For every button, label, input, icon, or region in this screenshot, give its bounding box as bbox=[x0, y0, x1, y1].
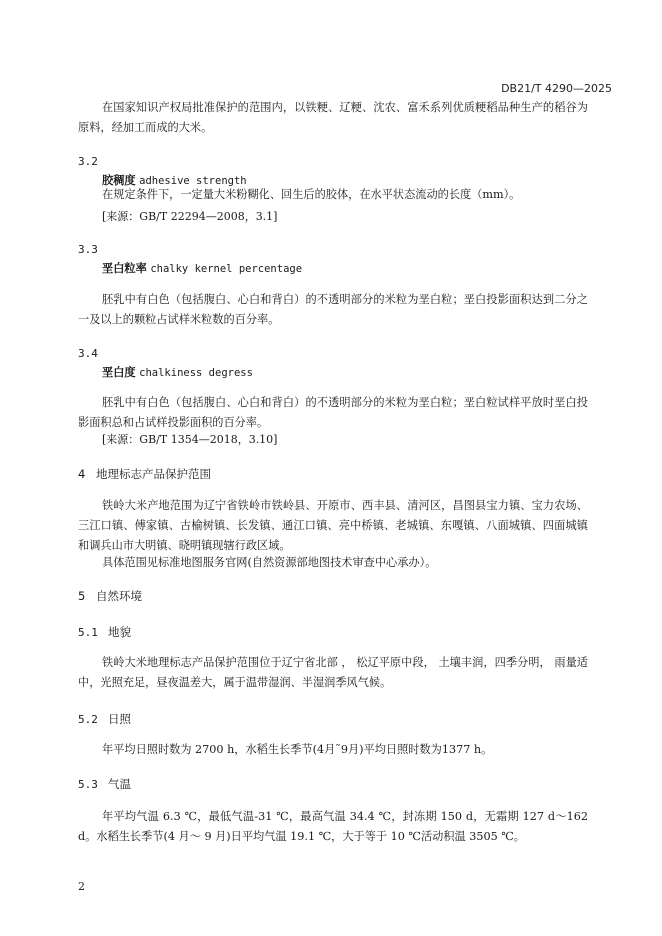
section-paragraph: 年平均气温 6.3 ℃，最低气温-31 ℃，最高气温 34.4 ℃，封冻期 150 d，无霜期 127 d～162 d。水稻生长季节(4 月～ 9 月)日平均气温 19.1 ℃，大于等于 10 ℃活动积温 3505 ℃。 bbox=[78, 810, 588, 843]
term-chinese: 垩白粒率 bbox=[102, 262, 147, 275]
section-paragraph: 具体范围见标准地图服务官网(自然资源部地图技术审查中心承办）。 bbox=[102, 556, 437, 569]
section-paragraph: 铁岭大米地理标志产品保护范围位于辽宁省北部 ， 松辽平原中段， 土壤丰润，四季分明， 雨量适中，光照充足，昼夜温差大，属于温带湿润、半湿润季风气候。 bbox=[78, 656, 588, 689]
subsection-number: 5.3 bbox=[78, 778, 98, 791]
subsection-heading bbox=[78, 776, 131, 792]
section-title: 自然环境 bbox=[96, 589, 142, 603]
clause-number: 3.4 bbox=[78, 347, 98, 360]
page-number: 2 bbox=[78, 880, 85, 893]
term-chinese: 胶稠度 bbox=[102, 174, 136, 187]
document-id: DB21/T 4290—2025 bbox=[501, 82, 612, 95]
subsection-number: 5.2 bbox=[78, 713, 98, 726]
subsection-number: 5.1 bbox=[78, 626, 98, 639]
section-title: 地理标志产品保护范围 bbox=[96, 467, 211, 481]
section-number: 4 bbox=[78, 467, 86, 481]
term-source: [来源：GB/T 1354—2018，3.10] bbox=[102, 433, 278, 446]
section-heading bbox=[78, 588, 142, 604]
subsection-title: 地貌 bbox=[108, 625, 131, 639]
term-chinese: 垩白度 bbox=[102, 366, 136, 379]
section-heading bbox=[78, 466, 211, 482]
clause-number: 3.3 bbox=[78, 243, 98, 256]
intro-paragraph: 在国家知识产权局批准保护的范围内，以铁粳、辽粳、沈农、富禾系列优质粳稻品种生产的稻谷为原料，经加工而成的大米。 bbox=[78, 101, 588, 134]
term-source: [来源：GB/T 22294—2008，3.1] bbox=[102, 210, 278, 223]
term-definition: 胚乳中有白色（包括腹白、心白和背白）的不透明部分的米粒为垩白粒；垩白粒试样平放时垩白投影面积总和占试样投影面积的百分率。 bbox=[78, 396, 588, 429]
term-definition: 胚乳中有白色（包括腹白、心白和背白）的不透明部分的米粒为垩白粒；垩白投影面积达到二分之一及以上的颗粒占试样米粒数的百分率。 bbox=[78, 293, 588, 326]
section-paragraph: 年平均日照时数为 2700 h，水稻生长季节(4月˜9月)平均日照时数为1377 h。 bbox=[102, 743, 493, 756]
section-paragraph: 铁岭大米产地范围为辽宁省铁岭市铁岭县、开原市、西丰县、清河区，昌图县宝力镇、宝力农场、三江口镇、傅家镇、古榆树镇、长发镇、通江口镇、亮中桥镇、老城镇、东嘎镇、八面城镇、四面城镇和调兵山市大明镇、晓明镇现辖行政区域。 bbox=[78, 499, 588, 552]
subsection-title: 气温 bbox=[108, 777, 131, 791]
clause-number: 3.2 bbox=[78, 155, 98, 168]
subsection-title: 日照 bbox=[108, 712, 131, 726]
subsection-heading bbox=[78, 711, 131, 727]
section-number: 5 bbox=[78, 589, 86, 603]
subsection-heading bbox=[78, 624, 131, 640]
term-english: adhesive strength bbox=[139, 175, 247, 187]
term-heading bbox=[102, 260, 302, 276]
term-heading bbox=[102, 364, 253, 380]
term-english: chalkiness degress bbox=[139, 367, 253, 379]
term-definition: 在规定条件下，一定量大米粉糊化、回生后的胶体，在水平状态流动的长度（mm）。 bbox=[102, 188, 521, 201]
term-english: chalky kernel percentage bbox=[150, 263, 303, 275]
